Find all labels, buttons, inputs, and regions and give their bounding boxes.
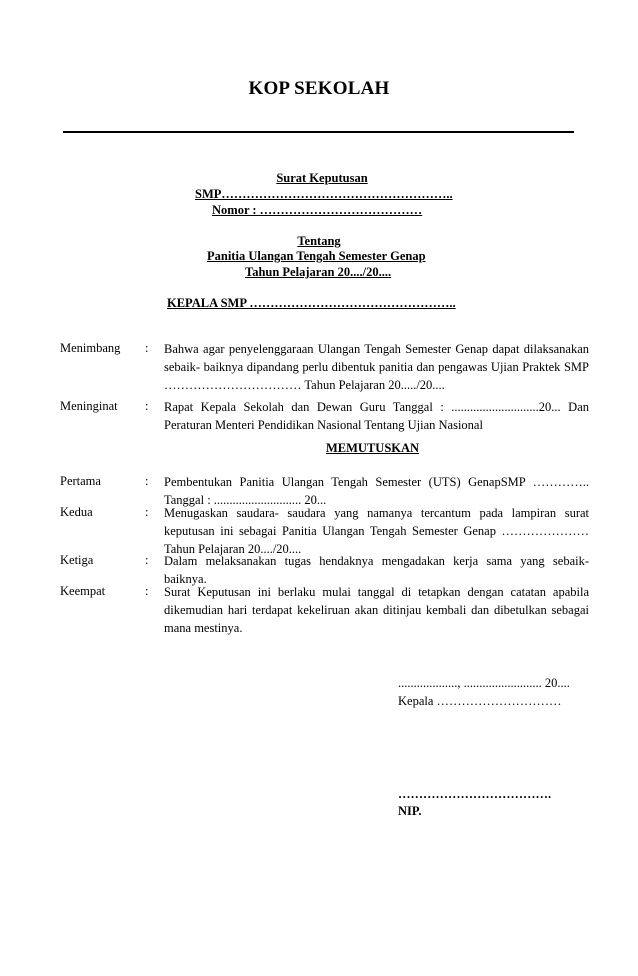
decree-number-line: Nomor : ………………………………… bbox=[212, 203, 423, 217]
signature-nip: NIP. bbox=[398, 804, 422, 818]
consideration-colon: : bbox=[145, 341, 149, 355]
decree-heading: Surat Keputusan bbox=[276, 171, 368, 185]
decision-colon: : bbox=[145, 584, 149, 598]
decision-label: Keempat bbox=[60, 584, 106, 598]
decree-subject-line-1: Panitia Ulangan Tengah Semester Genap bbox=[207, 249, 426, 263]
consideration-label: Meninginat bbox=[60, 399, 118, 413]
decree-subject-line-2: Tahun Pelajaran 20..../20.... bbox=[245, 265, 392, 279]
signature-place-date: ..................., ......................... 20.... bbox=[398, 676, 570, 690]
signature-name-line: ………………………………. bbox=[398, 787, 552, 801]
decision-text: Dalam melaksanakan tugas hendaknya mengadakan kerja sama yang sebaik- baiknya. bbox=[164, 554, 589, 586]
decision-label: Ketiga bbox=[60, 553, 94, 567]
decision-colon: : bbox=[145, 474, 149, 488]
document-header-title: KOP SEKOLAH bbox=[248, 78, 390, 99]
consideration-text: Bahwa agar penyelenggaraan Ulangan Tengah Semester Genap dapat dilaksanakan sebaik- baiknya dipandang perlu dibentuk panitia dan pengawas Ujian Praktek SMP …………………………… Tahun Pelajaran 20...../20.... bbox=[164, 342, 589, 392]
consideration-label: Menimbang bbox=[60, 341, 121, 355]
decision-text: Surat Keputusan ini berlaku mulai tanggal di tetapkan dengan catatan apabila dikemudian hari terdapat kekeliruan akan ditinjau kembali dan dibetulkan sebagai mana mestinya. bbox=[164, 585, 589, 635]
consideration-text: Rapat Kepala Sekolah dan Dewan Guru Tanggal : ............................20... Dan Peraturan Menteri Pendidikan Nasional Tentang Ujian Nasional bbox=[164, 400, 589, 432]
decree-school-line: SMP……………………………………………….. bbox=[195, 187, 453, 201]
decides-label: MEMUTUSKAN bbox=[326, 441, 420, 455]
decision-label: Pertama bbox=[60, 474, 101, 488]
decision-colon: : bbox=[145, 553, 149, 567]
consideration-colon: : bbox=[145, 399, 149, 413]
header-divider bbox=[63, 131, 574, 133]
headmaster-line: KEPALA SMP ………………………………………….. bbox=[167, 296, 456, 310]
decision-colon: : bbox=[145, 505, 149, 519]
decision-label: Kedua bbox=[60, 505, 93, 519]
decision-text: Menugaskan saudara- saudara yang namanya tercantum pada lampiran surat keputusan ini sebagai Panitia Ulangan Tengah Semester Genap ………………… Tahun Pelajaran 20..../20.... bbox=[164, 506, 589, 556]
decision-text: Pembentukan Panitia Ulangan Tengah Semester (UTS) GenapSMP ………….. Tanggal : ............................ 20... bbox=[164, 475, 589, 507]
decree-about-label: Tentang bbox=[297, 234, 341, 248]
signature-position: Kepala ………………………… bbox=[398, 694, 562, 708]
